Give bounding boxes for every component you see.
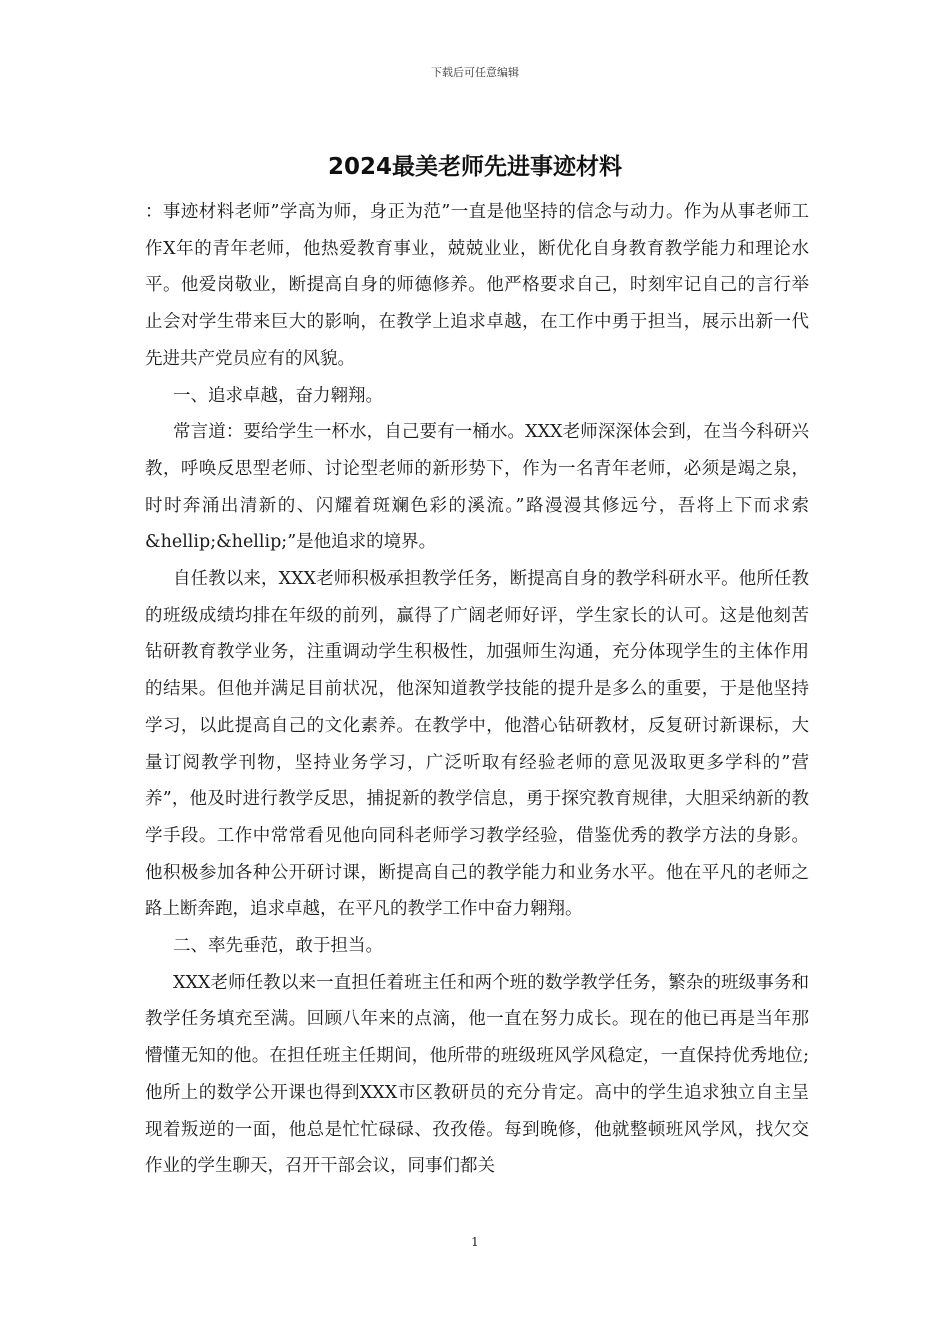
paragraph: XXX老师任教以来一直担任着班主任和两个班的数学教学任务，繁杂的班级事务和教学任务填充至满。回顾八年来的点滴，他一直在努力成长。现在的他已再是当年那懵懂无知的他。在担任班主任期间，他所带的班级班风学风稳定，一直保持优秀地位;他所上的数学公开课也得到XXX市区教研员的充分肯定。高中的学生追求独立自主呈现着叛逆的一面，他总是忙忙碌碌、孜孜倦。每到晚修，他就整顿班风学风，找欠交作业的学生聊天，召开干部会议，同事们都关 [145, 972, 809, 1177]
section-heading-2: 二、率先垂范，敢于担当。 [173, 936, 383, 957]
page-number: 1 [471, 1235, 479, 1249]
document-title: 2024最美老师先进事迹材料 [327, 154, 622, 180]
paragraph: 自任教以来，XXX老师积极承担教学任务，断提高自身的教学科研水平。他所任教的班级成绩均排在年级的前列，赢得了广阔老师好评，学生家长的认可。这是他刻苦钻研教育教学业务，注重调动学生积极性，加强师生沟通，充分体现学生的主体作用的结果。但他并满足目前状况，他深知道教学技能的提升是多么的重要，于是他坚持学习，以此提高自己的文化素养。在教学中，他潜心钻研教材，反复研讨新课标，大量订阅教学刊物，坚持业务学习，广泛听取有经验老师的意见汲取更多学科的”营养”，他及时进行教学反思，捕捉新的教学信息，勇于探究教育规律，大胆采纳新的教学手段。工作中常常看见他向同科老师学习教学经验，借鉴优秀的教学方法的身影。他积极参加各种公开研讨课，断提高自己的教学能力和业务水平。他在平凡的老师之路上断奔跑，追求卓越，在平凡的教学工作中奋力翱翔。 [145, 569, 809, 920]
paragraph: 常言道：要给学生一杯水，自己要有一桶水。XXX老师深深体会到，在当今科研兴教，呼唤反思型老师、讨论型老师的新形势下，作为一名青年老师，必须是竭之泉，时时奔涌出清新的、闪耀着斑斓色彩的溪流。”路漫漫其修远兮，吾将上下而求索&hellip;&hellip;”是他追求的境界。 [145, 422, 809, 553]
section-heading-1: 一、追求卓越，奋力翱翔。 [173, 385, 383, 406]
page-header-note: 下载后可任意编辑 [431, 66, 519, 79]
document-body [145, 194, 809, 1185]
paragraph-intro: ：事迹材料老师”学高为师，身正为范”一直是他坚持的信念与动力。作为从事老师工作X年的青年老师，他热爱教育事业，兢兢业业，断优化自身教育教学能力和理论水平。他爱岗敬业，断提高自身的师德修养。他严格要求自己，时刻牢记自己的言行举止会对学生带来巨大的影响，在教学上追求卓越，在工作中勇于担当，展示出新一代先进共产党员应有的风貌。 [145, 202, 809, 369]
